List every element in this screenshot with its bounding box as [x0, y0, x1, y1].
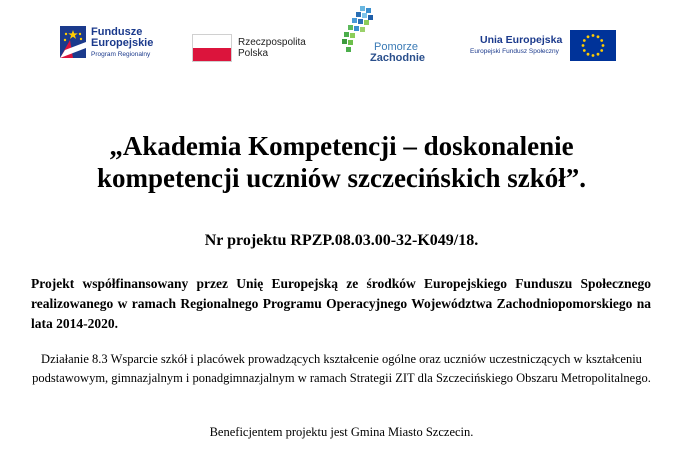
logo-bar	[0, 0, 683, 78]
project-number: Nr projektu RPZP.08.03.00-32-K049/18.	[204, 232, 479, 249]
title-line-2: kompetencji uczniów szczecińskich szkół”.	[97, 163, 586, 193]
rp-logo-line1: Rzeczpospolita	[238, 37, 306, 48]
document-title	[0, 130, 683, 194]
beneficiary-line: Beneficjentem projektu jest Gmina Miasto Szczecin.	[209, 425, 474, 439]
pz-logo-line2: Zachodnie	[370, 52, 426, 64]
pomorze-zachodnie-logo	[338, 4, 438, 64]
fe-flag-icon	[60, 26, 86, 58]
title-line-1: „Akademia Kompetencji – doskonalenie	[109, 131, 574, 161]
fe-logo-line3: Program Regionalny	[91, 51, 151, 58]
fe-logo-line2: Europejskie	[91, 37, 154, 49]
rp-logo-line2: Polska	[238, 48, 269, 59]
fundusze-europejskie-logo	[60, 24, 170, 64]
ue-logo-line2: Europejski Fundusz Społeczny	[470, 48, 559, 55]
rzeczpospolita-polska-logo	[192, 34, 322, 64]
fe-logo-line1: Fundusze	[91, 26, 143, 38]
ue-logo-line1: Unia Europejska	[480, 34, 563, 46]
action-paragraph: Działanie 8.3 Wsparcie szkół i placówek prowadzących kształcenie ogólne oraz uczniów uczestniczących w kształceniu podstawowym, gimnazjalnym i ponadgimnazjalnym w ramach Strategii ZIT dla Szczecińskiego Obszaru Metropolitalnego.	[32, 352, 651, 385]
polish-flag-icon	[192, 34, 232, 62]
unia-europejska-logo	[470, 30, 620, 66]
eu-flag-icon	[570, 30, 616, 61]
cofinancing-paragraph: Projekt współfinansowany przez Unię Europejską ze środków Europejskiego Funduszu Społecznego realizowanego w ramach Regionalnego Programu Operacyjnego Województwa Zachodniopomorskiego na lata 2014-2020.	[31, 276, 651, 331]
pz-logo-line1: Pomorze	[374, 41, 419, 53]
